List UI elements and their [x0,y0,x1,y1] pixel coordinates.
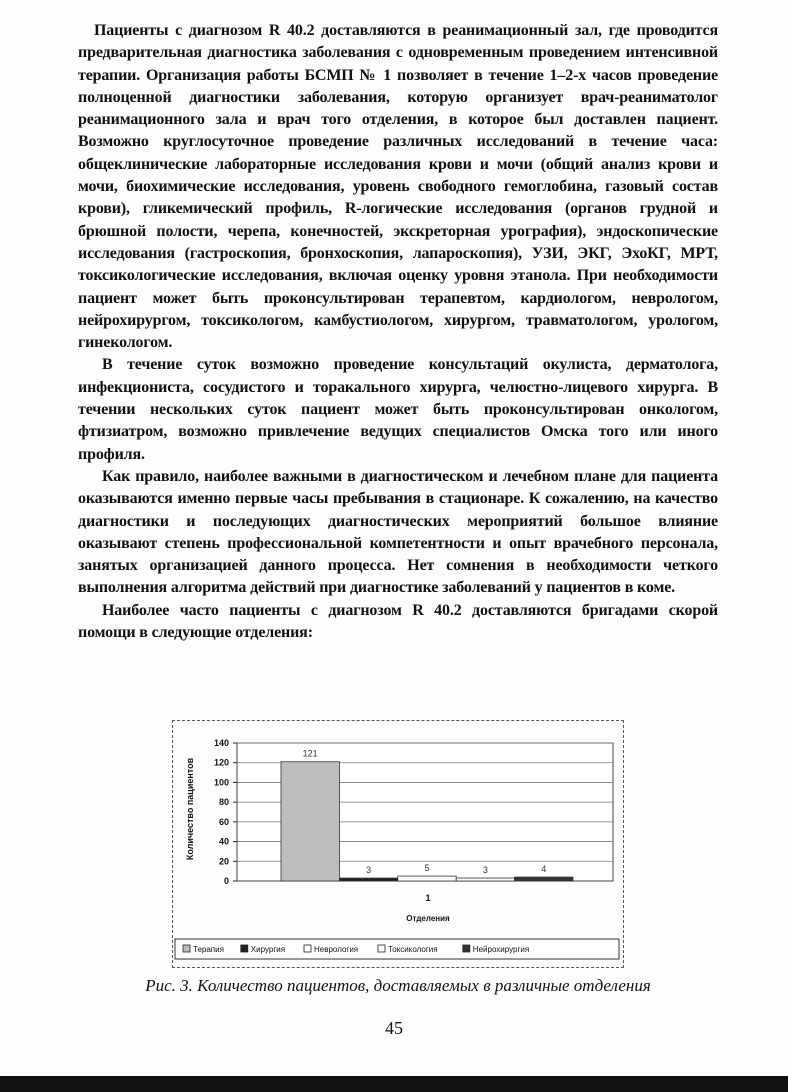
legend-swatch [378,945,385,952]
bar-5 [515,877,573,881]
legend-swatch [241,945,248,952]
paragraph-3: Как правило, наиболее важными в диагностическом и лечебном плане для пациента оказываются именно первые часы пребывания в стационаре. К сожалению, на качество диагностики и последующих диагностических мероприятий большое влияние оказывают степень профессиональной компетентности и опыт врачебного персонала, занятых организацией данного процесса. Нет сомнения в необходимости четкого выполнения алгоритма действий при диагностике заболеваний у пациентов в коме. [78,467,718,597]
data-label: 5 [424,863,430,874]
body-text [78,20,718,644]
y-tick-label: 40 [218,836,229,847]
legend-entry: Нейрохирургия [472,945,530,954]
y-tick-label: 100 [213,777,229,788]
legend-swatch [304,945,311,952]
data-label: 121 [302,748,318,759]
legend-entry: Токсикология [388,945,438,954]
y-tick-label: 60 [218,816,229,827]
paragraph-2: В течение суток возможно проведение консультаций окулиста, дерматолога, инфекциониста, сосудистого и торакального хирурга, челюстно-лицевого хирурга. В течении нескольких суток пациент может быть проконсультирован онкологом, фтизиатром, возможно привлечение ведущих специалистов Омска того или иного профиля. [78,356,718,463]
bar-2 [339,878,397,881]
data-label: 4 [541,864,547,875]
y-tick-label: 140 [213,738,229,748]
scan-edge [0,1076,788,1092]
page-number: 45 [385,1018,403,1038]
legend-swatch [463,945,470,952]
data-label: 3 [366,865,372,876]
x-axis-label: Отделения [406,914,450,923]
bar-chart [173,721,623,967]
y-tick-label: 0 [223,876,229,886]
legend-entry: Хирургия [250,945,286,954]
x-tick-label: 1 [425,893,431,903]
legend-swatch [183,945,190,952]
paragraph-1: Пациенты с диагнозом R 40.2 доставляются в реанимационный зал, где проводится предварительная диагностика заболевания с одновременным проведением интенсивной терапии. Организация работы БСМП № 1 позволяет в течение 1–2-х часов проведение полноценной диагностики заболевания, которую организует врач-реаниматолог реанимационного зала и врач того отделения, в которое был доставлен пациент. Возможно круглосуточное проведение различных исследований в течение часа: общеклинические лабораторные исследования крови и мочи (общий анализ крови и мочи, биохимические исследования, уровень свободного гемоглобина, газовый состав крови), гликемический профиль, R-логические исследования (органов грудной и брюшной полости, черепа, конечностей, экскреторная урография), эндоскопические исследования (гастроскопия, бронхоскопия, лапароскопия), УЗИ, ЭКГ, ЭхоКГ, МРТ, токсикологические исследования, включая оценку уровня этанола. При необходимости пациент может быть проконсультирован терапевтом, кардиологом, неврологом, нейрохирургом, токсикологом, камбустиологом, хирургом, травматологом, урологом, гинекологом. [78,22,718,352]
data-label: 3 [482,865,488,876]
legend-entry: Терапия [193,945,224,954]
figure-caption: Рис. 3. Количество пациентов, доставляемых в различные отделения [145,976,651,995]
legend-entry: Неврология [314,945,359,954]
bar-3 [398,876,456,881]
bar-1 [281,762,339,881]
paragraph-4: Наиболее часто пациенты с диагнозом R 40.2 доставляются бригадами скорой помощи в следующие отделения: [78,601,718,642]
figure-frame [172,720,624,968]
y-axis-label: Количество пациентов [185,757,195,861]
y-tick-label: 120 [213,757,229,768]
y-tick-label: 80 [218,797,229,808]
bar-4 [456,878,514,881]
y-tick-label: 20 [218,856,229,867]
